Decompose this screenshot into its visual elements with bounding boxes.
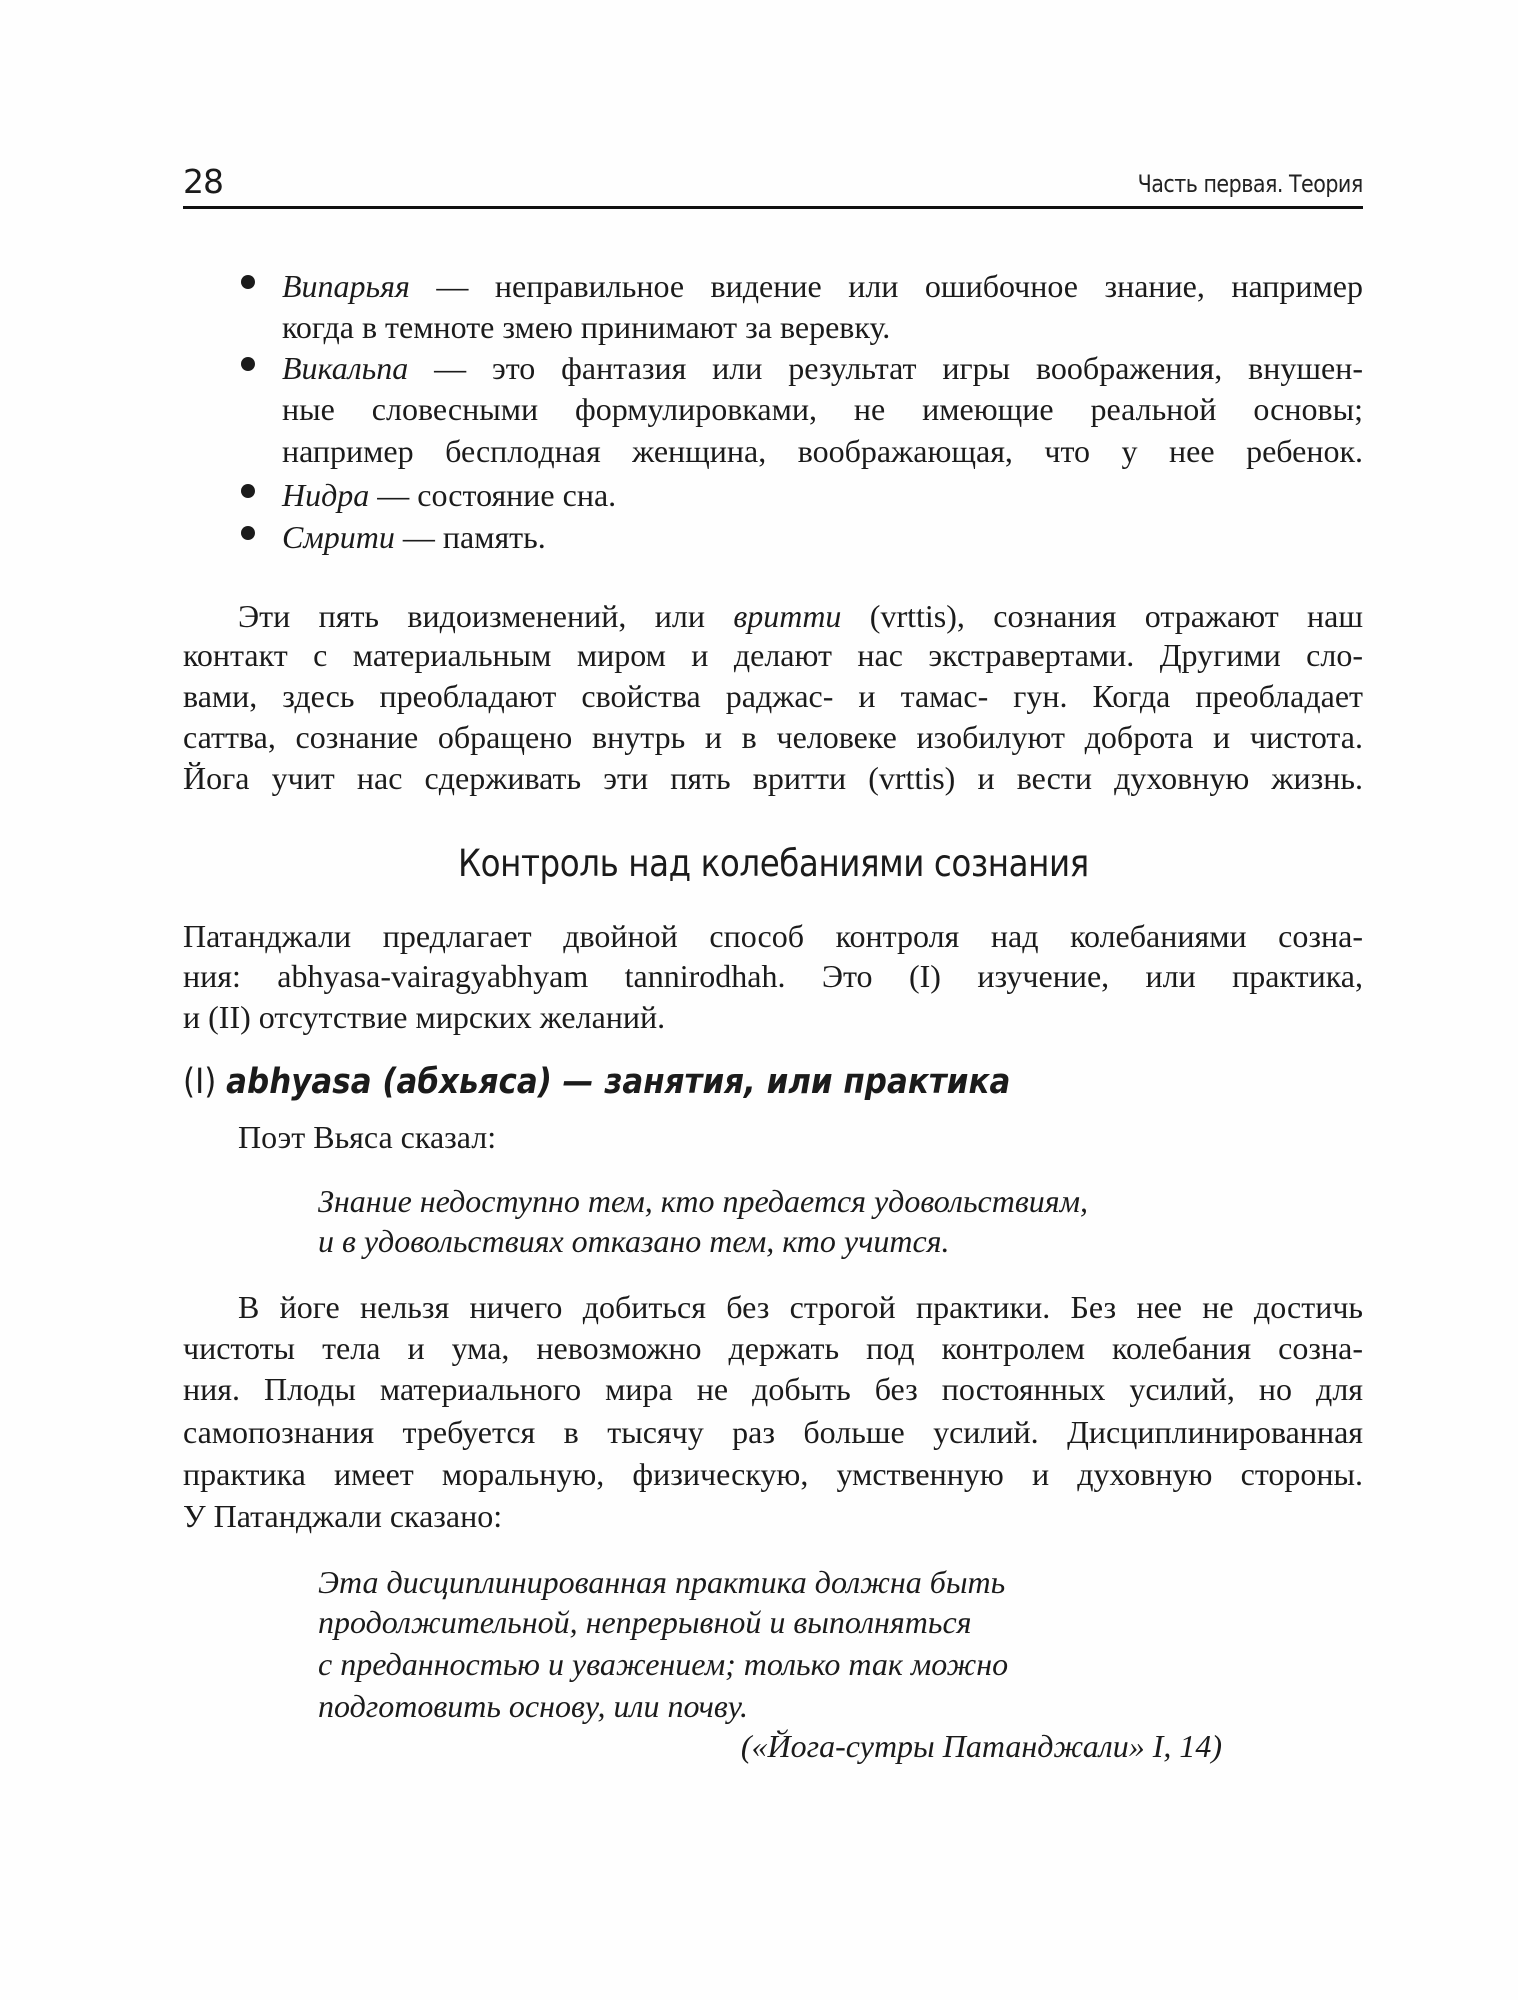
paragraph-line: контакт с материальным миром и делают нас экстравертами. Другими сло- [183, 637, 1363, 673]
running-title: Часть первая. Теория [1137, 170, 1363, 198]
paragraph-line: вами, здесь преобладают свойства раджас- и тамас- гун. Когда преобладает [183, 678, 1363, 714]
quote-line: и в удовольствиях отказано тем, кто учится. [318, 1223, 950, 1259]
italic-term: вритти [733, 598, 842, 634]
list-item [282, 347, 1363, 389]
bullet-icon [241, 357, 255, 371]
paragraph-line: и (II) отсутствие мирских желаний. [183, 999, 666, 1035]
bullet-icon [241, 275, 255, 289]
list-item-continuation: ные словесными формулировками, не имеющие реальной основы; [282, 391, 1363, 427]
list-item [282, 474, 1363, 516]
term: Смрити [282, 519, 395, 555]
bullet-icon [241, 484, 255, 498]
list-item [282, 516, 1363, 558]
quote-line: с преданностью и уважением; только так можно [318, 1646, 1009, 1682]
list-item-text: — состояние сна. [369, 477, 617, 513]
paragraph-line: чистоты тела и ума, невозможно держать под контролем колебания созна- [183, 1330, 1363, 1366]
header-rule [183, 206, 1363, 209]
page-number: 28 [183, 162, 223, 201]
subheading-text: abhyasa (абхьяса) — занятия, или практика [226, 1062, 1011, 1102]
term: Викальпа [282, 350, 409, 386]
list-item-continuation: когда в темноте змею принимают за веревку. [282, 309, 891, 345]
quote-line: Знание недоступно тем, кто предается удовольствиям, [318, 1183, 1088, 1219]
section-heading [183, 840, 1363, 888]
paragraph-line: У Патанджали сказано: [183, 1498, 503, 1534]
subheading [183, 1059, 1010, 1105]
quote-line: Эта дисциплинированная практика должна быть [318, 1564, 1006, 1600]
bullet-icon [241, 526, 255, 540]
section-heading-text: Контроль над колебаниями сознания [457, 842, 1089, 885]
list-item-text: — память. [394, 519, 546, 555]
list-item-text: — это фантазия или результат игры воображения, внушен- [408, 350, 1363, 386]
list-item-text: — неправильное видение или ошибочное знание, например [409, 268, 1363, 304]
subheading-number: (I) [183, 1062, 217, 1102]
paragraph-line: практика имеет моральную, физическую, умственную и духовную стороны. [183, 1456, 1363, 1492]
term: Випарьяя [282, 268, 410, 304]
paragraph-line: Патанджали предлагает двойной способ контроля над колебаниями созна- [183, 918, 1363, 954]
quote-line: подготовить основу, или почву. [318, 1688, 748, 1724]
text-run: (vrttis), сознания отражают наш [841, 598, 1364, 634]
paragraph-line: В йоге нельзя ничего добиться без строгой практики. Без нее не достичь [238, 1289, 1363, 1325]
paragraph-line: самопознания требуется в тысячу раз больше усилий. Дисциплинированная [183, 1414, 1363, 1450]
quote-citation: («Йога-сутры Патанджали» I, 14) [740, 1728, 1222, 1764]
paragraph-line [183, 595, 1363, 637]
term: Нидра [282, 477, 370, 513]
paragraph-line: саттва, сознание обращено внутрь и в человеке изобилуют доброта и чистота. [183, 719, 1363, 755]
quote-line: продолжительной, непрерывной и выполняться [318, 1604, 972, 1640]
paragraph-line: Йога учит нас сдерживать эти пять вритти (vrttis) и вести духовную жизнь. [183, 760, 1363, 796]
paragraph-line: ния: abhyasa-vairagyabhyam tannirodhah. Это (I) изучение, или практика, [183, 958, 1363, 994]
paragraph-line: ния. Плоды материального мира не добыть без постоянных усилий, но для [183, 1371, 1363, 1407]
list-item-continuation: например бесплодная женщина, воображающая, что у нее ребенок. [282, 433, 1363, 469]
intro-line: Поэт Вьяса сказал: [238, 1119, 497, 1155]
text-run: Эти пять видоизменений, или [238, 598, 734, 634]
list-item [282, 265, 1363, 307]
